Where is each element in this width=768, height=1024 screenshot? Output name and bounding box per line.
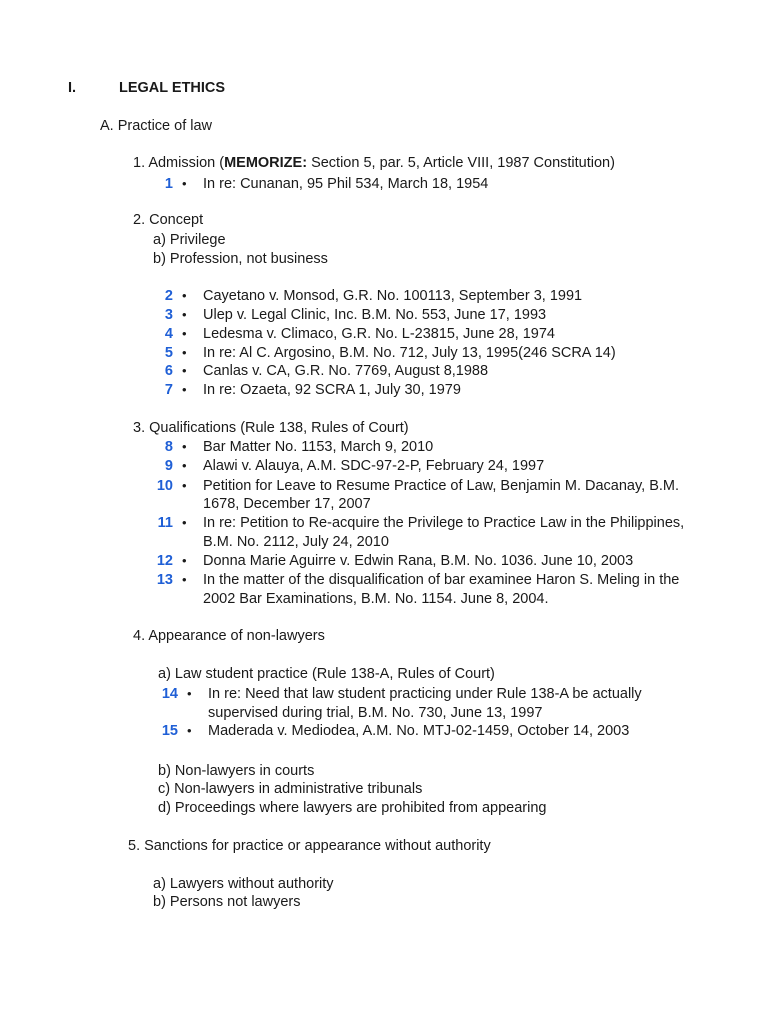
topic-qualifications-heading: 3. Qualifications (Rule 138, Rules of Court) (133, 420, 409, 436)
case-number: 10 (156, 478, 173, 494)
case-number: 2 (164, 288, 173, 304)
bullet: • (182, 288, 187, 303)
bullet: • (182, 307, 187, 322)
subsection-a-heading: A. Practice of law (100, 118, 213, 134)
case-number: 7 (164, 382, 173, 398)
case-citation-continued: supervised during trial, B.M. No. 730, June 13, 1997 (208, 705, 543, 721)
case-citation: Ledesma v. Climaco, G.R. No. L-23815, June 28, 1974 (203, 326, 555, 342)
case-citation: Maderada v. Mediodea, A.M. No. MTJ-02-1459, October 14, 2003 (208, 723, 630, 739)
case-citation: In re: Al C. Argosino, B.M. No. 712, July 13, 1995(246 SCRA 14) (203, 345, 616, 361)
bullet: • (182, 176, 187, 191)
bullet: • (182, 345, 187, 360)
topic-appearance-heading: 4. Appearance of non-lawyers (133, 628, 325, 644)
list-item: c) Non-lawyers in administrative tribunals (158, 781, 423, 797)
case-citation: Petition for Leave to Resume Practice of Law, Benjamin M. Dacanay, B.M. (203, 478, 680, 494)
list-item: b) Persons not lawyers (153, 894, 301, 910)
bullet: • (182, 439, 187, 454)
bullet: • (182, 326, 187, 341)
heading-text: 1. Admission ( (133, 155, 225, 171)
topic-sanctions-heading: 5. Sanctions for practice or appearance without authority (128, 838, 491, 854)
case-citation: In re: Ozaeta, 92 SCRA 1, July 30, 1979 (203, 382, 461, 398)
heading-text: Section 5, par. 5, Article VIII, 1987 Constitution) (307, 155, 615, 171)
topic-admission-heading (133, 154, 615, 172)
case-citation: Ulep v. Legal Clinic, Inc. B.M. No. 553, June 17, 1993 (203, 307, 547, 323)
list-item: b) Profession, not business (153, 251, 328, 267)
case-number: 9 (164, 458, 173, 474)
bullet: • (182, 478, 187, 493)
list-item: a) Lawyers without authority (153, 876, 334, 892)
case-number: 5 (164, 345, 173, 361)
case-citation-continued: B.M. No. 2112, July 24, 2010 (203, 534, 389, 550)
bullet: • (187, 723, 192, 738)
case-citation-continued: 2002 Bar Examinations, B.M. No. 1154. June 8, 2004. (203, 591, 549, 607)
case-citation: Cayetano v. Monsod, G.R. No. 100113, September 3, 1991 (203, 288, 583, 304)
case-number: 1 (164, 176, 173, 192)
list-item: b) Non-lawyers in courts (158, 763, 315, 779)
bullet: • (187, 686, 192, 701)
case-number: 4 (164, 326, 173, 342)
bullet: • (182, 515, 187, 530)
case-citation: In re: Need that law student practicing under Rule 138-A be actually (208, 686, 642, 702)
bullet: • (182, 572, 187, 587)
case-number: 8 (164, 439, 173, 455)
bullet: • (182, 363, 187, 378)
list-item: a) Privilege (153, 232, 226, 248)
case-number: 14 (161, 686, 178, 702)
section-title: LEGAL ETHICS (119, 80, 226, 96)
case-citation: Donna Marie Aguirre v. Edwin Rana, B.M. No. 1036. June 10, 2003 (203, 553, 634, 569)
case-number: 15 (161, 723, 178, 739)
case-citation: Canlas v. CA, G.R. No. 7769, August 8,1988 (203, 363, 489, 379)
list-item: a) Law student practice (Rule 138-A, Rules of Court) (158, 666, 495, 682)
case-number: 12 (156, 553, 173, 569)
case-citation-continued: 1678, December 17, 2007 (203, 496, 371, 512)
bullet: • (182, 458, 187, 473)
case-number: 3 (164, 307, 173, 323)
bullet: • (182, 553, 187, 568)
case-number: 6 (164, 363, 173, 379)
section-number: I. (68, 80, 77, 96)
list-item: d) Proceedings where lawyers are prohibited from appearing (158, 800, 547, 816)
case-citation: In re: Cunanan, 95 Phil 534, March 18, 1954 (203, 176, 489, 192)
case-citation: In re: Petition to Re-acquire the Privilege to Practice Law in the Philippines, (203, 515, 685, 531)
case-citation: In the matter of the disqualification of bar examinee Haron S. Meling in the (203, 572, 680, 588)
case-number: 13 (156, 572, 173, 588)
case-citation: Bar Matter No. 1153, March 9, 2010 (203, 439, 434, 455)
topic-concept-heading: 2. Concept (133, 212, 204, 228)
memorize-label: MEMORIZE: (224, 155, 308, 171)
case-number: 11 (157, 515, 173, 531)
case-citation: Alawi v. Alauya, A.M. SDC-97-2-P, February 24, 1997 (203, 458, 545, 474)
bullet: • (182, 382, 187, 397)
